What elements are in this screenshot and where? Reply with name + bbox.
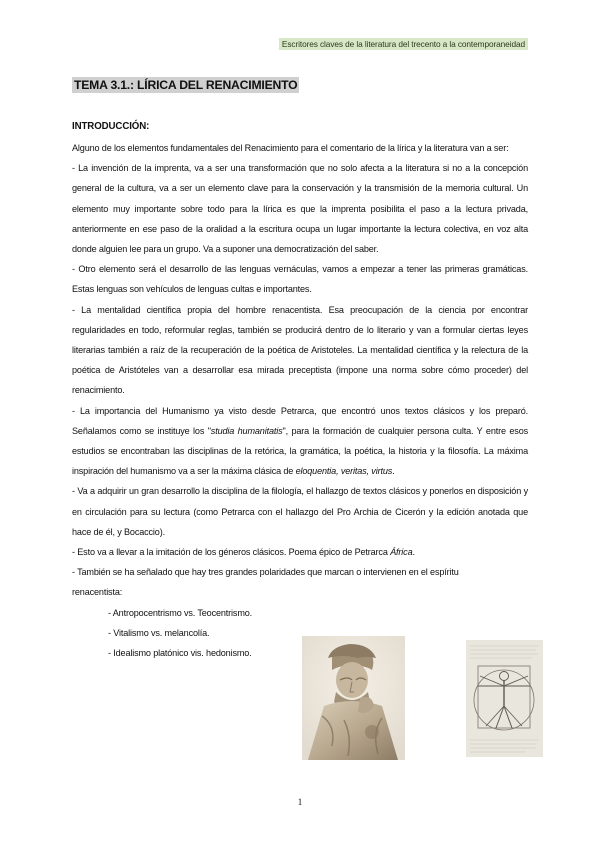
text-span: ", para la formación de cualquier persona culta. Y entre esos estudios se encontraban las disciplinas de la retórica, la gramática, la poética, la historia y la filosofía. La máxima inspiración del humanismo va a ser la máxima clásica de — [72, 425, 528, 477]
paragraph-filologia: - Va a adquirir un gran desarrollo la disciplina de la filología, el hallazgo de textos clásicos y ponerlos en disposición y en circulación para su lectura (como Petrarca con el hallazgo del Pro Archia de Cicerón y la edición anotada que hace de él, y Bocaccio). — [72, 486, 528, 537]
text-span: - La importancia del Humanismo ya visto desde Petrarca, que encontró unos textos clásicos y los preparó. Señalamos como se instituye los " — [72, 405, 528, 436]
list-item: - Idealismo platónico vis. hedonismo. — [108, 648, 252, 659]
list-item: - Vitalismo vs. melancolía. — [108, 627, 210, 638]
emphasis-maxima: eloquentia, veritas, virtus — [295, 466, 393, 477]
paragraph-lenguas: - Otro elemento será el desarrollo de las lenguas vernáculas, vamos a empezar a tener las primeras gramáticas. Estas lenguas son vehículos de lenguas cultas e importantes. — [72, 264, 528, 295]
text-span: . — [412, 547, 415, 558]
page-title: TEMA 3.1.: LÍRICA DEL RENACIMIENTO — [74, 78, 298, 92]
bust-sculpture-image — [302, 636, 405, 760]
vitruvian-man-image — [466, 640, 543, 757]
list-item: - Antropocentrismo vs. Teocentrismo. — [108, 607, 253, 618]
emphasis-studia: studia humanitatis — [210, 425, 283, 436]
paragraph-intro: Alguno de los elementos fundamentales del Renacimiento para el comentario de la lírica y la literatura van a ser: — [72, 143, 509, 153]
paragraph-mentalidad: - La mentalidad científica propia del hombre renacentista. Esa preocupación de la ciencia por encontrar regularidades en todo, reformular reglas, también se producirá dentro de lo literario y van a formular ciertas leyes literarias también a raíz de la recuperación de la poética de Aristoteles. La mentalidad científica y la relectura de la poética de Aristóteles van a desarrollar esa mirada preceptista (impone una norma sobre cómo proceder) del renacimiento. — [72, 304, 528, 396]
running-header: Escritores claves de la literatura del trecento a la contemporaneidad — [279, 38, 528, 50]
text-span: . — [392, 466, 395, 477]
vitruvian-man-illustration — [466, 640, 543, 757]
paragraph-polaridades: - También se ha señalado que hay tres grandes polaridades que marcan o intervienen en el espíritu renacentista: — [72, 567, 459, 598]
paragraph-imitacion — [72, 542, 528, 562]
paragraph-humanismo — [72, 401, 528, 482]
emphasis-africa: África — [390, 547, 413, 558]
body-text — [72, 138, 528, 663]
section-heading: INTRODUCCIÓN: — [72, 121, 150, 132]
polarities-list — [72, 603, 528, 664]
bust-sculpture-illustration — [302, 636, 405, 760]
page-number: 1 — [297, 797, 303, 807]
paragraph-imprenta: - La invención de la imprenta, va a ser una transformación que no solo afecta a la literatura si no a la concepción general de la cultura, va a ser un elemento clave para la conservación y la transmisión de la memoria cultural. Un elemento muy importante sobre todo para la lírica es que la imprenta posibilita el paso a la lectura privada, anteriormente en ese paso de la oralidad a la escritura ocupa un lugar importante la lectura colectiva, en voz alta donde alguien lee para un grupo. Va a suponer una democratización del saber. — [72, 163, 528, 255]
text-span: - Esto va a llevar a la imitación de los géneros clásicos. Poema épico de Petrarca — [72, 547, 391, 558]
